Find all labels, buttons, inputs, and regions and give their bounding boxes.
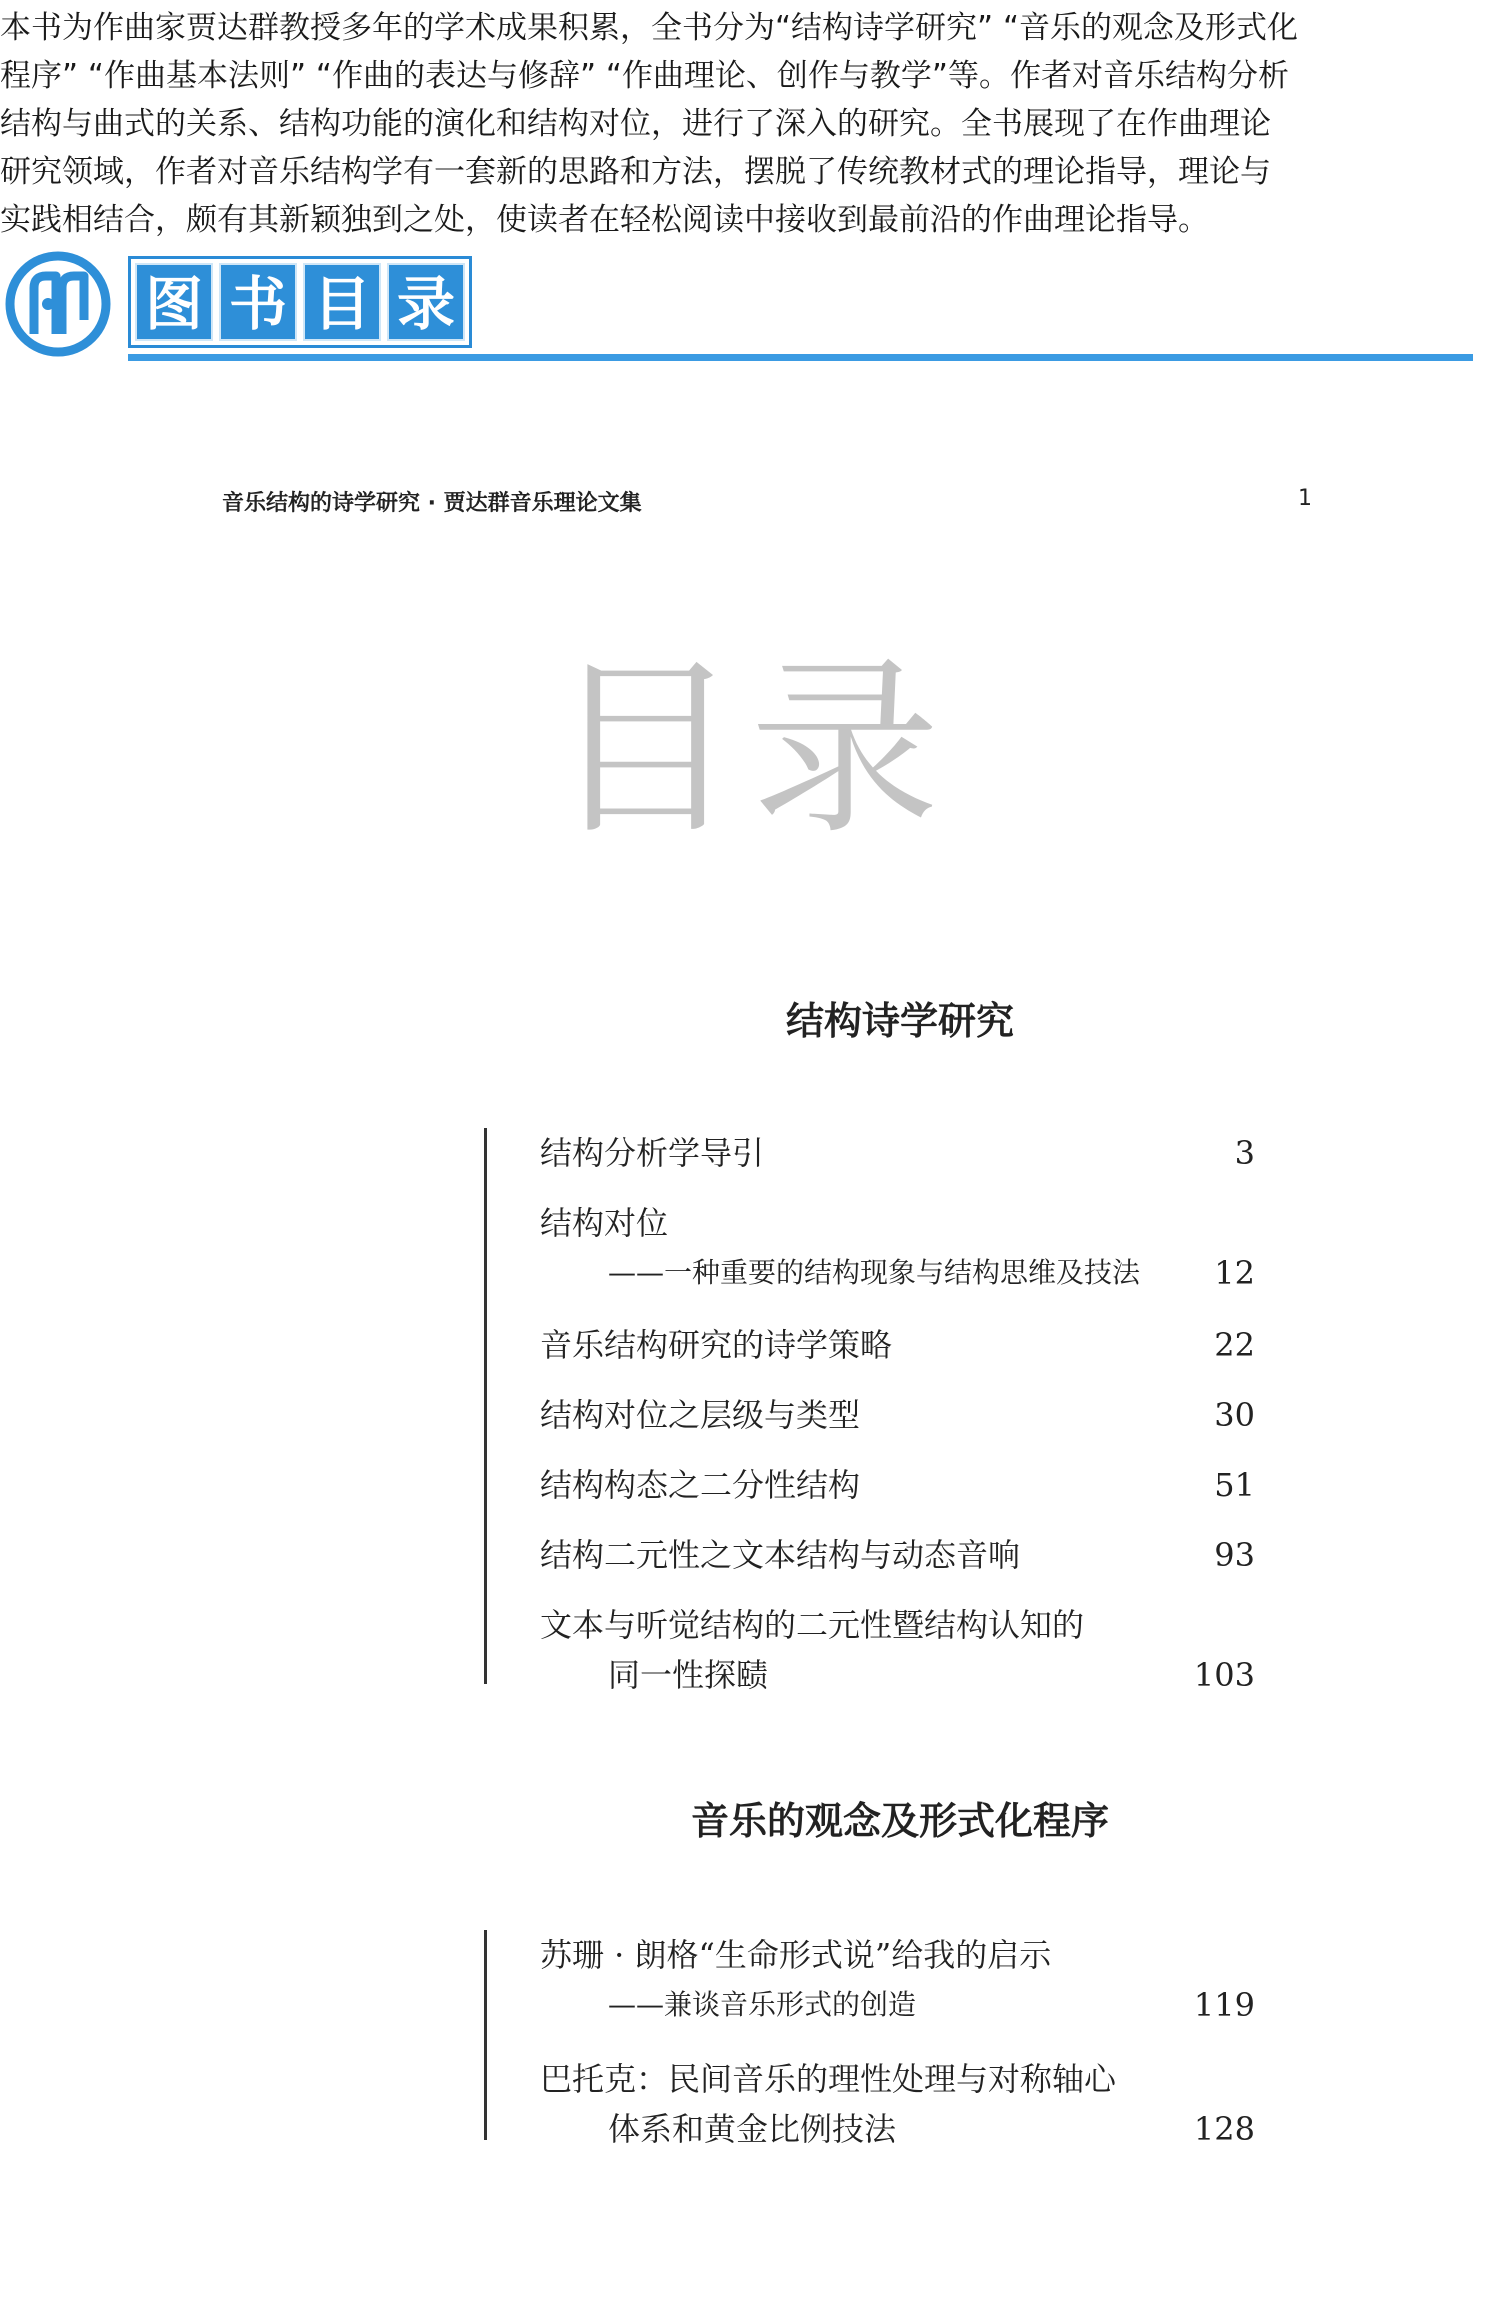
intro-line: 结构与曲式的关系、结构功能的演化和结构对位，进行了深入的研究。全书展现了在作曲理论 <box>0 106 1271 142</box>
toc-entry-title: 结构构态之二分性结构 <box>540 1466 861 1504</box>
toc-entry-page: 51 <box>1214 1466 1255 1504</box>
toc-entry-page: 3 <box>1234 1134 1255 1172</box>
toc-entry-page: 30 <box>1214 1396 1255 1434</box>
toc-entry <box>540 1460 1260 1510</box>
toc-entry-title: 音乐结构研究的诗学策略 <box>540 1326 893 1364</box>
toc-big-title: 目录 <box>549 639 950 860</box>
toc-entry-subtitle: ——一种重要的结构现象与结构思维及技法 <box>608 1256 1141 1289</box>
catalog-banner <box>0 250 1500 370</box>
intro-line: 研究领域，作者对音乐结构学有一套新的思路和方法，摆脱了传统教材式的理论指导，理论与 <box>0 154 1271 190</box>
toc-entry-page: 12 <box>1214 1254 1255 1292</box>
toc-rule <box>484 1128 487 1684</box>
toc-entry <box>540 1198 1260 1298</box>
title-char: 图 <box>135 263 213 341</box>
toc-rule <box>484 1930 487 2140</box>
section-heading: 结构诗学研究 <box>785 998 1014 1043</box>
running-head: 音乐结构的诗学研究 · 贾达群音乐理论文集 <box>222 491 642 516</box>
section-heading: 音乐的观念及形式化程序 <box>690 1798 1109 1843</box>
catalog-title <box>128 256 472 348</box>
toc-entry <box>540 1390 1260 1440</box>
toc-entry-page: 119 <box>1193 1986 1255 2024</box>
toc-entry-page: 22 <box>1214 1326 1255 1364</box>
music-logo-icon <box>4 250 112 358</box>
toc-entry-title-cont: 同一性探赜 <box>608 1656 769 1694</box>
toc-entry-title-cont: 体系和黄金比例技法 <box>608 2110 897 2148</box>
title-char: 目 <box>303 263 381 341</box>
intro-line: 实践相结合，颇有其新颖独到之处，使读者在轻松阅读中接收到最前沿的作曲理论指导。 <box>0 202 1209 238</box>
intro-line: 本书为作曲家贾达群教授多年的学术成果积累，全书分为“结构诗学研究” “音乐的观念及形式化 <box>0 10 1299 46</box>
toc-entry <box>540 1600 1260 1700</box>
toc-entry <box>540 1530 1260 1580</box>
page-number: 1 <box>1298 486 1312 511</box>
toc-entry <box>540 1930 1260 2030</box>
title-char: 书 <box>219 263 297 341</box>
toc-entry-title: 文本与听觉结构的二元性暨结构认知的 <box>540 1606 1085 1644</box>
title-char: 录 <box>387 263 465 341</box>
toc-entry-subtitle: ——兼谈音乐形式的创造 <box>608 1988 917 2021</box>
intro-paragraph <box>0 4 1500 244</box>
toc-entry-title: 巴托克：民间音乐的理性处理与对称轴心 <box>540 2060 1117 2098</box>
intro-line: 程序” “作曲基本法则” “作曲的表达与修辞” “作曲理论、创作与教学”等。作者对音乐结构分析 <box>0 58 1289 94</box>
toc-entry-page: 93 <box>1214 1536 1255 1574</box>
banner-divider <box>128 354 1473 361</box>
toc-entry-title: 结构对位 <box>540 1204 669 1242</box>
toc-entry-page: 103 <box>1193 1656 1255 1694</box>
toc-entry <box>540 1128 1260 1178</box>
toc-entry <box>540 2054 1260 2154</box>
toc-entry-title: 结构二元性之文本结构与动态音响 <box>540 1536 1021 1574</box>
toc-entry-title: 结构对位之层级与类型 <box>540 1396 861 1434</box>
toc-entry-title: 苏珊 · 朗格“生命形式说”给我的启示 <box>540 1936 1052 1974</box>
toc-entry-title: 结构分析学导引 <box>540 1134 765 1172</box>
toc-entry <box>540 1320 1260 1370</box>
toc-entry-page: 128 <box>1193 2110 1255 2148</box>
